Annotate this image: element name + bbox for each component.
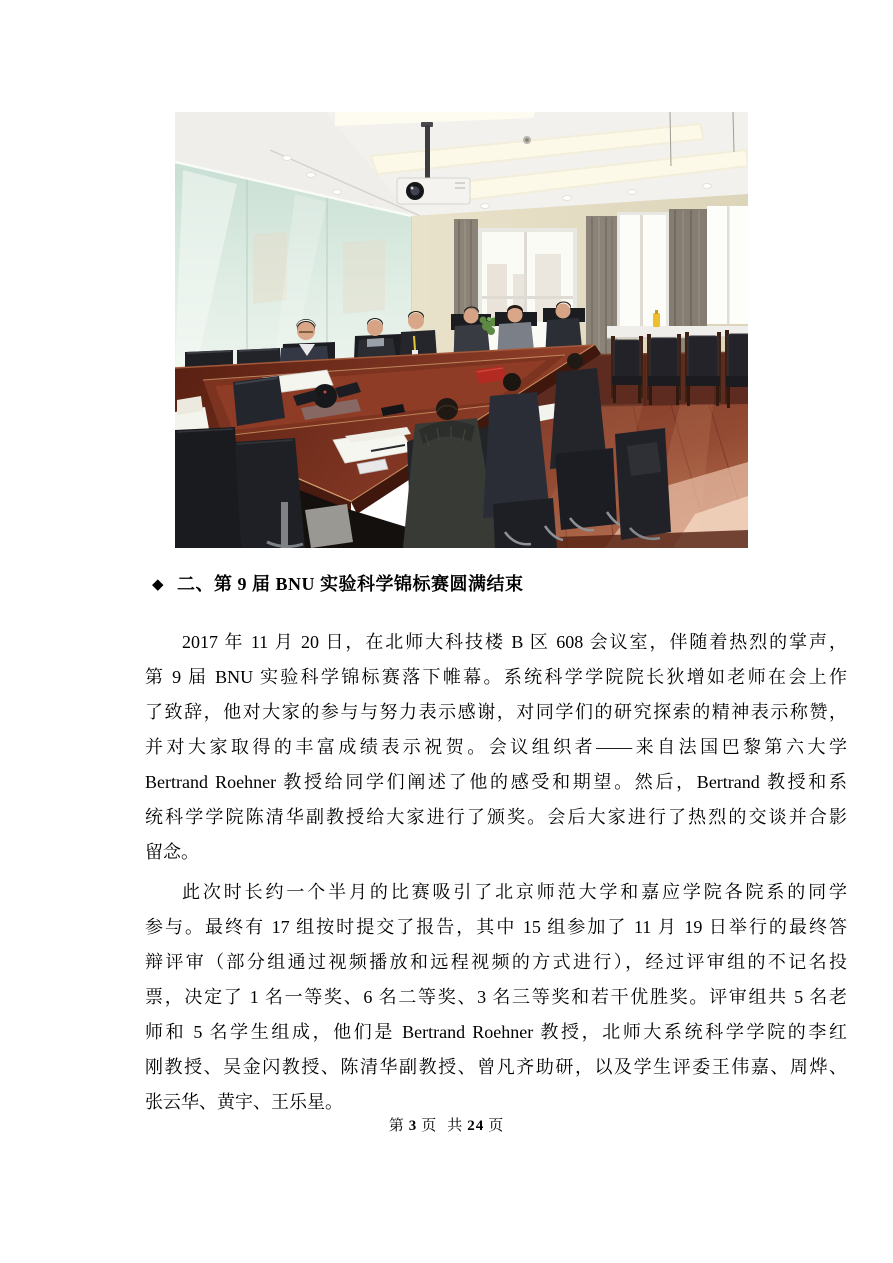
paragraph-line: 刚教授、吴金闪教授、陈清华副教授、曾凡齐助研，以及学生评委王伟嘉、周烨、 bbox=[145, 1057, 847, 1077]
footer-prefix: 第 bbox=[388, 1118, 405, 1134]
paragraph-line: 票，决定了 1 名一等奖、6 名二等奖、3 名三等奖和若干优胜奖。评审组共 5 名老 bbox=[145, 987, 847, 1007]
section-heading bbox=[152, 572, 854, 598]
paragraph-line: 第 9 届 BNU 实验科学锦标赛落下帷幕。系统科学学院院长狄增如老师在会上作 bbox=[145, 667, 847, 687]
section-heading-text: 二、第 9 届 BNU 实验科学锦标赛圆满结束 bbox=[177, 574, 524, 594]
paragraph-line: 辩评审（部分组通过视频播放和远程视频的方式进行），经过评审组的不记名投 bbox=[145, 952, 847, 972]
paragraph-line: Bertrand Roehner 教授给同学们阐述了他的感受和期望。然后，Bertrand 教授和系 bbox=[145, 772, 847, 792]
footer-page-label: 页 bbox=[421, 1118, 438, 1134]
footer-total-label: 页 bbox=[488, 1118, 505, 1134]
diamond-bullet-icon: ◆ bbox=[152, 577, 165, 593]
footer-page-number: 3 bbox=[408, 1118, 418, 1134]
meeting-photo-illustration bbox=[175, 112, 748, 548]
paragraph-line: 此次时长约一个半月的比赛吸引了北京师范大学和嘉应学院各院系的同学 bbox=[182, 882, 847, 902]
paragraph-line: 统科学学院陈清华副教授给大家进行了颁奖。会后大家进行了热烈的交谈并合影 bbox=[145, 807, 847, 827]
paragraph-2 bbox=[145, 875, 847, 1120]
footer-total-prefix: 共 bbox=[447, 1118, 464, 1134]
paragraph-line: 2017 年 11 月 20 日，在北师大科技楼 B 区 608 会议室，伴随着热烈的掌声， bbox=[182, 632, 847, 652]
meeting-photo bbox=[175, 112, 748, 548]
paragraph-line: 并对大家取得的丰富成绩表示祝贺。会议组织者——来自法国巴黎第六大学 bbox=[145, 737, 847, 757]
paragraph-1 bbox=[145, 625, 847, 870]
paragraph-line: 师和 5 名学生组成，他们是 Bertrand Roehner 教授，北师大系统科学学院的李红 bbox=[145, 1022, 847, 1042]
page-footer bbox=[0, 1116, 893, 1136]
paragraph-line: 张云华、黄宇、王乐星。 bbox=[145, 1092, 343, 1112]
paragraph-line: 留念。 bbox=[145, 842, 199, 862]
paragraph-line: 参与。最终有 17 组按时提交了报告，其中 15 组参加了 11 月 19 日举行的最终答 bbox=[145, 917, 847, 937]
footer-total-number: 24 bbox=[467, 1118, 485, 1134]
paragraph-line: 了致辞，他对大家的参与与努力表示感谢，对同学们的研究探索的精神表示称赞， bbox=[145, 702, 847, 722]
